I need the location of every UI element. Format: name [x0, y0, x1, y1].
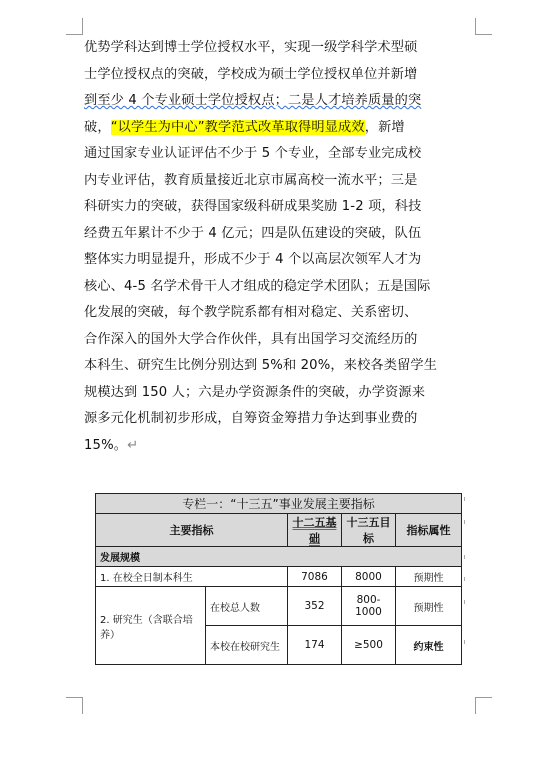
- text-line: 内专业评估，教育质量接近北京市属高校一流水平；三是: [84, 172, 418, 188]
- table-row: [96, 567, 462, 587]
- text-line: 到至少 4 个专业硕士学位授权点；二是人才培养质量的突: [84, 93, 422, 108]
- row-end-mark: [464, 640, 467, 644]
- table-title: 专栏一：“十三五”事业发展主要指标: [96, 494, 462, 514]
- sub2-attribute: 约束性: [396, 626, 462, 665]
- table-title-row: [96, 494, 462, 514]
- text-line: 整体实力明显提升，形成不少于 4 个以高层次领军人才为: [84, 252, 422, 267]
- text-line: 合作深入的国外大学合作伙伴，具有出国学习交流经历的: [84, 331, 418, 347]
- text-line: 优势学科达到博士学位授权水平，实现一级学科学术型硕: [84, 40, 418, 55]
- margin-corner-bottom-right: [475, 697, 492, 714]
- text-line: 核心、4-5 名学术骨干人才组成的稳定学术团队；五是国际: [84, 278, 431, 294]
- header-base: [288, 514, 342, 547]
- sub1-base: 352: [288, 587, 342, 626]
- text-line: 本科生、研究生比例分别达到 5%和 20%，来校各类留学生: [84, 358, 438, 373]
- text-line: 科研实力的突破，获得国家级科研成果奖励 1-2 项，科技: [84, 199, 422, 214]
- table-header-row: [96, 514, 462, 547]
- sub2-base: 174: [288, 626, 342, 665]
- text-fragment: 破，: [84, 119, 111, 135]
- text-fragment: 源多元化机制初步形成，自筹资金筹措力争达到事业费的: [84, 411, 418, 426]
- row-attribute: 预期性: [396, 567, 462, 587]
- sub1-name: 在校总人数: [206, 587, 288, 626]
- margin-corner-top-right: [475, 18, 492, 35]
- row-name: 1. 在校全日制本科生: [96, 567, 288, 587]
- row-end-mark: [464, 577, 467, 581]
- text-line: 通过国家专业认证评估不少于 5 个专业，全部专业完成校: [84, 146, 422, 161]
- text-line: [84, 406, 480, 433]
- text-line-highlighted: [84, 115, 480, 142]
- sub1-target: 800-1000: [342, 587, 396, 626]
- text-line: 化发展的突破，每个教学院系都有相对稳定、关系密切、: [84, 305, 418, 320]
- text-fragment: 15%。: [84, 437, 128, 453]
- sub1-attribute: 预期性: [396, 587, 462, 626]
- margin-corner-top-left: [66, 18, 83, 35]
- sub2-name: 本校在校研究生: [206, 626, 288, 665]
- row-base: 7086: [288, 567, 342, 587]
- header-indicator: 主要指标: [96, 514, 288, 547]
- category-label: 发展规模: [96, 547, 462, 567]
- text-fragment: ，新增: [364, 119, 405, 135]
- header-attribute: 指标属性: [396, 514, 462, 547]
- sub2-target: ≥500: [342, 626, 396, 665]
- header-target: 十三五目标: [342, 514, 396, 547]
- row-end-mark: [464, 555, 467, 559]
- row-end-mark: [464, 497, 467, 501]
- text-line: 经费五年累计不少于 4 亿元；四是队伍建设的突破，队伍: [84, 225, 422, 241]
- row-end-mark: [464, 600, 467, 604]
- grad-name: 2. 研究生（含联合培养）: [96, 587, 206, 665]
- table-row: [96, 587, 462, 626]
- margin-corner-bottom-left: [66, 697, 83, 714]
- text-line-last: [84, 433, 480, 460]
- text-line: 士学位授权点的突破，学校成为硕士学位授权单位并新增: [84, 66, 418, 82]
- header-base-label: 十二五基础: [292, 516, 337, 545]
- row-target: 8000: [342, 567, 396, 587]
- body-paragraph[interactable]: [84, 35, 480, 459]
- text-line: 规模达到 150 人；六是办学资源条件的突破，办学资源来: [84, 384, 426, 400]
- category-row: [96, 547, 462, 567]
- row-end-mark: [464, 520, 467, 524]
- paragraph-mark-icon: ↵: [127, 437, 139, 453]
- highlighted-text: “以学生为中心”教学范式改革取得明显成效: [110, 119, 365, 135]
- indicator-table[interactable]: [95, 493, 462, 665]
